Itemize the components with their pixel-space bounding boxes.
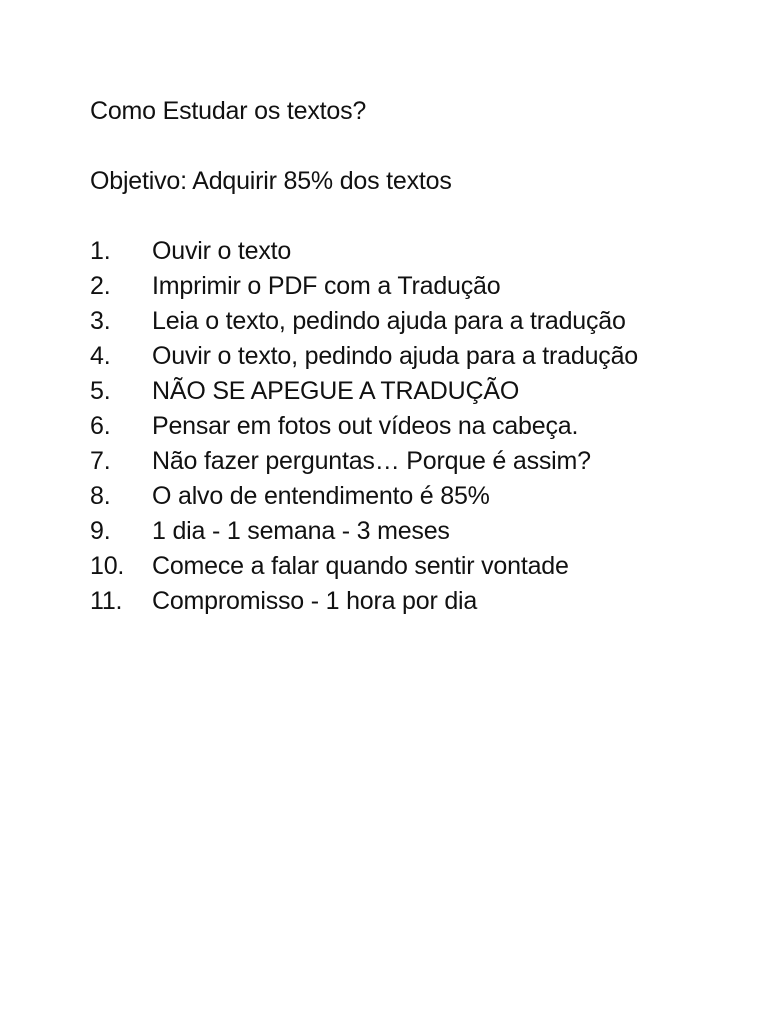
steps-list [90,234,730,619]
list-item-number: 8. [90,482,111,510]
list-item-number: 2. [90,272,111,300]
list-item-number: 4. [90,342,111,370]
list-item [90,479,730,514]
list-item [90,444,730,479]
list-item [90,514,730,549]
list-item [90,234,730,269]
list-item-text: Ouvir o texto [152,237,292,265]
list-item-number: 6. [90,412,111,440]
list-item-text: O alvo de entendimento é 85% [152,482,490,510]
list-item [90,374,730,409]
list-item-number: 1. [90,237,111,265]
list-item-text: 1 dia - 1 semana - 3 meses [152,517,450,545]
list-item-number: 5. [90,377,111,405]
list-item [90,549,730,584]
list-item [90,339,730,374]
list-item [90,584,730,619]
list-item-text: Não fazer perguntas… Porque é assim? [152,447,591,475]
objective-text: Objetivo: Adquirir 85% dos textos [90,167,452,195]
list-item-number: 7. [90,447,111,475]
list-item-text: NÃO SE APEGUE A TRADUÇÃO [152,377,520,405]
list-item-number: 11. [90,587,123,615]
list-item-text: Comece a falar quando sentir vontade [152,552,569,580]
list-item-text: Leia o texto, pedindo ajuda para a tradução [152,307,626,335]
list-item-text: Compromisso - 1 hora por dia [152,587,478,615]
list-item [90,304,730,339]
list-item-number: 9. [90,517,111,545]
list-item [90,269,730,304]
document-title: Como Estudar os textos? [90,97,367,125]
document-page [90,94,730,619]
list-item-text: Imprimir o PDF com a Tradução [152,272,501,300]
list-item-number: 3. [90,307,111,335]
list-item-text: Ouvir o texto, pedindo ajuda para a tradução [152,342,638,370]
list-item-text: Pensar em fotos out vídeos na cabeça. [152,412,579,440]
list-item [90,409,730,444]
list-item-number: 10. [90,552,125,580]
